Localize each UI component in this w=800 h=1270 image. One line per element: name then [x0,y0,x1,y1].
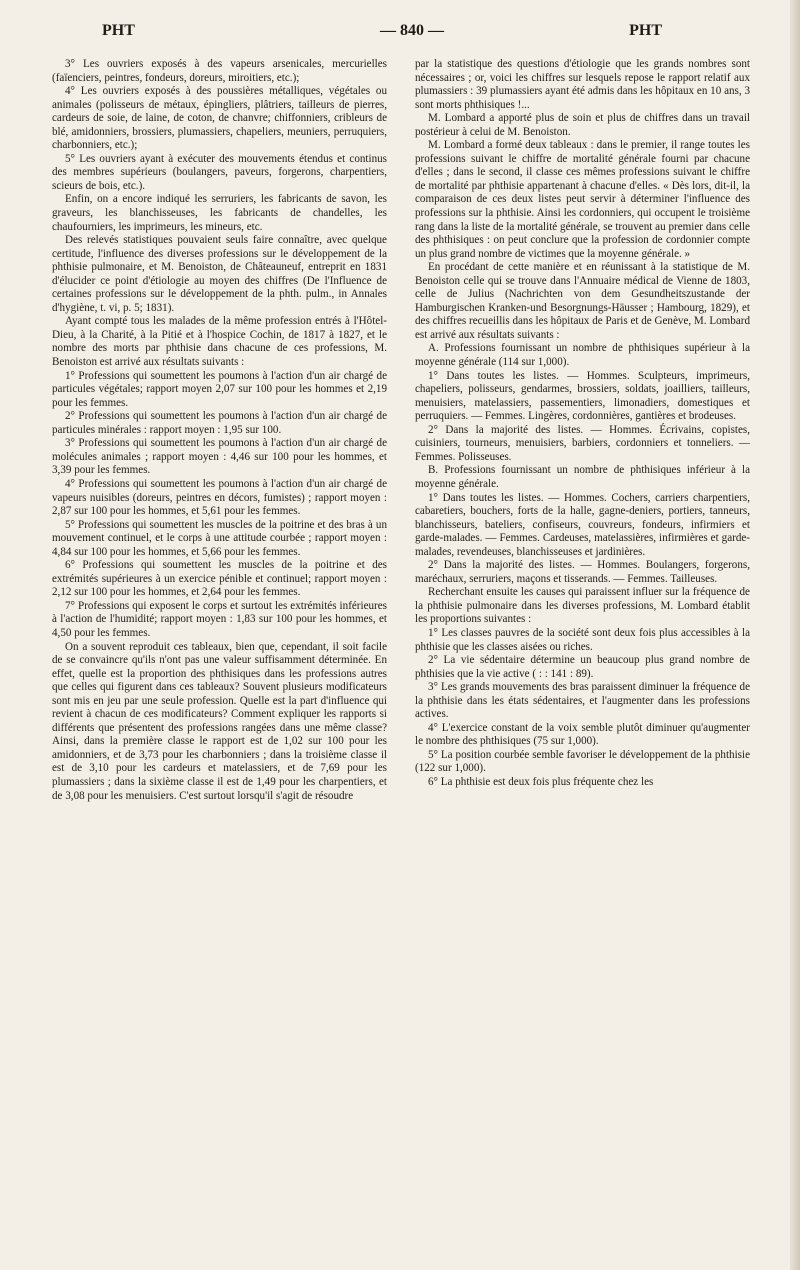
paragraph: 2° Professions qui soumettent les poumons à l'action d'un air chargé de particules minérales : rapport moyen : 1,95 sur 100. [52,410,387,436]
paragraph: 4° Professions qui soumettent les poumons à l'action d'un air chargé de vapeurs nuisibles (doreurs, peintres en décors, fumistes) ; rapport moyen : 2,87 sur 100 pour les hommes, et 5,61 pour les femmes. [52,477,387,518]
paragraph: M. Lombard a apporté plus de soin et plus de chiffres dans un travail postérieur à celui de M. Benoiston. [415,112,750,138]
paragraph: 5° Professions qui soumettent les muscles de la poitrine et des bras à un mouvement continuel, et le corps à une attitude courbée ; rapport moyen : 4,84 sur 100 pour les hommes, et 5,66 pour les femmes. [52,518,387,558]
paragraph: 6° La phthisie est deux fois plus fréquente chez les [428,775,654,788]
paragraph: On a souvent reproduit ces tableaux, bien que, cependant, il soit facile de se convaincre qu'ils n'ont pas une valeur suffisamment déterminée. En effet, quelle est la proportion des phthisiques dans les professions autres que celles qui figurent dans ces tableaux? Souvent plusieurs modificateurs sont mis en jeu par une seule profession. Quelle est la part d'influence qui revient à chacun de ces modificateurs? Comment expliquer les rapports si différents que présentent des professions rangées dans une même classe? Ainsi, dans la première classe le rapport est de 1,02 sur 100 pour les amidonniers, et de 3,73 pour les charbonniers ; dans la troisième classe il est de 3,10 pour les cardeurs et matelassiers, et de 7,69 pour les plumassiers ; dans la sixième classe il est de 1,49 pour les charpentiers, et de 3,08 pour les menuisiers. C'est surtout lorsqu'il s'agit de résoudre [52,640,387,802]
paragraph: 1° Dans toutes les listes. — Hommes. Sculpteurs, imprimeurs, chapeliers, polisseurs, gendarmes, brossiers, soldats, joailliers, tailleurs, menuisiers, matelassiers, passementiers, limonadiers, domestiques et perruquiers. — Femmes. Lingères, cordonnières, gantières et brodeuses. [415,369,750,423]
paragraph: 4° L'exercice constant de la voix semble plutôt diminuer qu'augmenter le nombre des phthisiques (75 sur 1,000). [415,721,750,748]
paragraph: 3° Professions qui soumettent les poumons à l'action d'un air chargé de molécules animales ; rapport moyen : 4,46 sur 100 pour les hommes, et 3,39 pour les femmes. [52,437,387,477]
paragraph: A. Professions fournissant un nombre de phthisiques supérieur à la moyenne générale (114 sur 1,000). [415,342,750,369]
paragraph: 3° Les ouvriers exposés à des vapeurs arsenicales, mercurielles (faïenciers, peintres, fondeurs, doreurs, miroitiers, etc.); [52,58,387,84]
paragraph: Ayant compté tous les malades de la même profession entrés à l'Hôtel-Dieu, à la Charité, à la Pitié et à l'hospice Cochin, de 1817 à 1827, et le nombre des morts par phthisie dans chacune de ces professions, M. Benoiston est arrivé aux résultats suivants : [52,315,387,369]
running-header [52,22,772,46]
left-column [52,58,387,803]
page-edge-shadow [790,0,800,1270]
paragraph: 2° Dans la majorité des listes. — Hommes. Écrivains, copistes, cuisiniers, tourneurs, menuisiers, barbiers, cordonniers et tonneliers. — Femmes. Polisseuses. [415,423,750,463]
paragraph: Enfin, on a encore indiqué les serruriers, les fabricants de savon, les graveurs, les blanchisseuses, les fabricants de chandelles, les chaufourniers, les imprimeurs, les mineurs, etc. [52,193,387,233]
paragraph: 5° La position courbée semble favoriser le développement de la phthisie (122 sur 1,000). [415,748,750,775]
paragraph: 2° La vie sédentaire détermine un beaucoup plus grand nombre de phthisies que la vie active ( : : 141 : 89). [415,654,750,680]
paragraph: 1° Professions qui soumettent les poumons à l'action d'un air chargé de particules végétales; rapport moyen 2,07 sur 100 pour les hommes et 2,19 pour les femmes. [52,369,387,409]
paragraph: En procédant de cette manière et en réunissant à la statistique de M. Benoiston celle qui se trouve dans l'Annuaire médical de Vienne de 1803, celle de Julius (Nachrichten von dem Gesundheitszustande der Hamburgischen Kranken-und Besorgnungs-Häusser ; Hambourg, 1829), et des chiffres recueillis dans les hôpitaux de Paris et de Genève, M. Lombard est arrivé aux résultats suivants : [415,261,750,341]
header-right-keyword: PHT [629,22,662,39]
page-number: — 840 — [380,22,444,39]
paragraph: Des relevés statistiques pouvaient seuls faire connaître, avec quelque certitude, l'influence des diverses professions sur le développement de la phthisie pulmonaire, et M. Benoiston, de Châteauneuf, entreprit en 1831 d'élucider ce point d'étiologie au moyen des chiffres (De l'Influence de certaines professions sur le développement de la phth. pulm., in Annales d'hygiène, t. vi, p. 5; 1831). [52,234,387,314]
paragraph: B. Professions fournissant un nombre de phthisiques inférieur à la moyenne générale. [415,464,750,490]
paragraph: par la statistique des questions d'étiologie que les grands nombres sont nécessaires ; or, voici les chiffres sur lesquels repose le rapport relatif aux plumassiers : 39 plumassiers ayant été admis dans les hôpitaux en 10 ans, 3 sont morts phthisiques !... [415,58,750,111]
paragraph: 2° Dans la majorité des listes. — Hommes. Boulangers, forgerons, maréchaux, serruriers, maçons et tisserands. — Femmes. Tailleuses. [415,559,750,585]
paragraph: 7° Professions qui exposent le corps et surtout les extrémités inférieures à l'action de l'humidité; rapport moyen : 1,83 sur 100 pour les hommes, et 4,50 pour les femmes. [52,599,387,639]
right-column [415,58,750,790]
paragraph: M. Lombard a formé deux tableaux : dans le premier, il range toutes les professions suivant le chiffre de mortalité générale fourni par chacune d'elles ; dans le second, il classe ces mêmes professions suivant le chiffre de mortalité par phthisie appartenant à chacune d'elles. « Dès lors, dit-il, la comparaison de ces deux listes peut servir à déterminer l'influence des professions sur la phthisie. Ainsi les cordonniers, qui occupent le troisième rang dans la liste de la mortalité générale, se trouvent au premier dans celle des phthisiques : on peut conclure que la profession de cordonnier compte un plus grand nombre de victimes que la moyenne générale. » [415,139,750,260]
paragraph: 1° Les classes pauvres de la société sont deux fois plus accessibles à la phthisie que les classes aisées ou riches. [415,626,750,653]
paragraph: 5° Les ouvriers ayant à exécuter des mouvements étendus et continus des membres supérieurs (boulangers, paveurs, forgerons, charpentiers, scieurs de bois, etc.). [52,152,387,192]
paragraph: 3° Les grands mouvements des bras paraissent diminuer la fréquence de la phthisie dans les états sédentaires, et l'augmenter dans les professions actives. [415,681,750,721]
paragraph: Recherchant ensuite les causes qui paraissent influer sur la fréquence de la phthisie pulmonaire dans les diverses professions, M. Lombard établit les proportions suivantes : [415,586,750,626]
paragraph: 1° Dans toutes les listes. — Hommes. Cochers, carriers charpentiers, cabaretiers, bouchers, forts de la halle, gagne-deniers, portiers, tanneurs, blanchisseurs, bateliers, confiseurs, couvreurs, fondeurs, infirmiers et garde-malades. — Femmes. Cardeuses, matelassières, infirmières et garde-malades, revendeuses, blanchisseuses et jardinières. [415,491,750,558]
paragraph: 6° Professions qui soumettent les muscles de la poitrine et des extrémités supérieures à un exercice pénible et continuel; rapport moyen : 2,12 sur 100 pour les hommes, et 2,64 pour les femmes. [52,559,387,599]
paragraph: 4° Les ouvriers exposés à des poussières métalliques, végétales ou animales (polisseurs de métaux, épingliers, plâtriers, tailleurs de pierres, cardeurs de soie, de laine, de coton, de chanvre; chiffonniers, cribleurs de blé, amidonniers, brossiers, plumassiers, chapeliers, meuniers, perruquiers, charbonniers, etc.); [52,85,387,152]
header-left-keyword: PHT [102,22,135,39]
